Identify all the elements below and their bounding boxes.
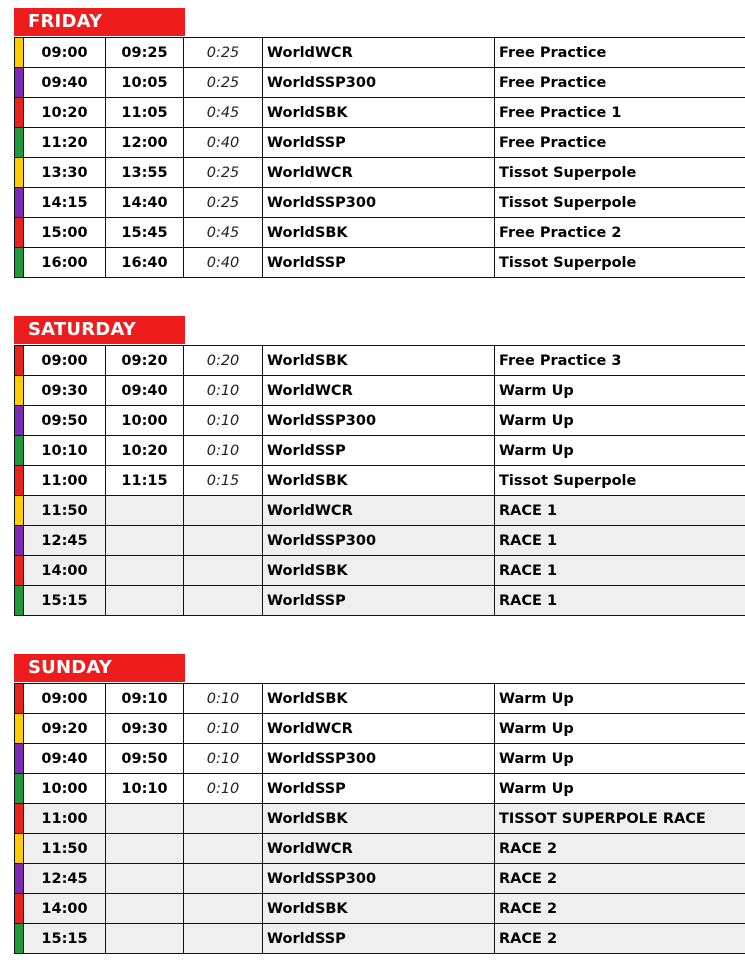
- class-color-stripe: [15, 526, 24, 556]
- table-row: [15, 864, 745, 894]
- table-row: [15, 684, 745, 714]
- class-color-stripe: [15, 158, 24, 188]
- session-name: Tissot Superpole: [495, 248, 745, 278]
- schedule-table-friday: [14, 37, 745, 278]
- session-name: Tissot Superpole: [495, 158, 745, 188]
- session-name: Warm Up: [495, 684, 745, 714]
- table-row: [15, 744, 745, 774]
- table-row: [15, 924, 745, 954]
- duration: 0:10: [184, 714, 263, 744]
- end-time: 12:00: [106, 128, 184, 158]
- class-color-stripe: [15, 466, 24, 496]
- duration: [184, 586, 263, 616]
- end-time: 11:05: [106, 98, 184, 128]
- class-name: WorldSBK: [263, 346, 495, 376]
- table-row: [15, 98, 745, 128]
- duration: 0:10: [184, 744, 263, 774]
- duration: [184, 834, 263, 864]
- duration: 0:40: [184, 128, 263, 158]
- end-time: 14:40: [106, 188, 184, 218]
- session-name: Warm Up: [495, 744, 745, 774]
- class-color-stripe: [15, 346, 24, 376]
- session-name: Warm Up: [495, 436, 745, 466]
- class-color-stripe: [15, 744, 24, 774]
- session-name: RACE 1: [495, 586, 745, 616]
- class-color-stripe: [15, 218, 24, 248]
- session-name: RACE 1: [495, 496, 745, 526]
- start-time: 11:50: [24, 834, 106, 864]
- table-row: [15, 188, 745, 218]
- start-time: 14:00: [24, 556, 106, 586]
- table-row: [15, 158, 745, 188]
- end-time: [106, 526, 184, 556]
- end-time: 10:20: [106, 436, 184, 466]
- class-name: WorldSBK: [263, 218, 495, 248]
- session-name: Tissot Superpole: [495, 188, 745, 218]
- end-time: 09:50: [106, 744, 184, 774]
- duration: [184, 496, 263, 526]
- session-name: Free Practice: [495, 68, 745, 98]
- schedule-table-saturday: [14, 345, 745, 616]
- duration: 0:10: [184, 406, 263, 436]
- start-time: 12:45: [24, 864, 106, 894]
- day-header-saturday: SATURDAY: [14, 316, 185, 344]
- table-row: [15, 496, 745, 526]
- class-name: WorldSBK: [263, 556, 495, 586]
- class-color-stripe: [15, 98, 24, 128]
- class-color-stripe: [15, 128, 24, 158]
- end-time: 15:45: [106, 218, 184, 248]
- day-header-friday: FRIDAY: [14, 8, 185, 36]
- start-time: 09:40: [24, 744, 106, 774]
- session-name: Warm Up: [495, 376, 745, 406]
- class-name: WorldSSP300: [263, 68, 495, 98]
- class-name: WorldSBK: [263, 684, 495, 714]
- start-time: 10:10: [24, 436, 106, 466]
- class-name: WorldSSP: [263, 128, 495, 158]
- class-color-stripe: [15, 436, 24, 466]
- table-row: [15, 556, 745, 586]
- duration: 0:25: [184, 188, 263, 218]
- start-time: 10:00: [24, 774, 106, 804]
- table-row: [15, 834, 745, 864]
- class-color-stripe: [15, 586, 24, 616]
- session-name: RACE 1: [495, 526, 745, 556]
- session-name: Free Practice: [495, 128, 745, 158]
- duration: [184, 864, 263, 894]
- duration: 0:15: [184, 466, 263, 496]
- day-header-sunday: SUNDAY: [14, 654, 185, 682]
- start-time: 11:50: [24, 496, 106, 526]
- start-time: 11:00: [24, 804, 106, 834]
- session-name: Warm Up: [495, 714, 745, 744]
- session-name: RACE 2: [495, 894, 745, 924]
- class-name: WorldSSP: [263, 586, 495, 616]
- table-row: [15, 218, 745, 248]
- end-time: [106, 804, 184, 834]
- start-time: 09:40: [24, 68, 106, 98]
- class-color-stripe: [15, 68, 24, 98]
- class-name: WorldSSP300: [263, 526, 495, 556]
- duration: 0:10: [184, 684, 263, 714]
- session-name: Warm Up: [495, 774, 745, 804]
- class-name: WorldSSP: [263, 436, 495, 466]
- end-time: 10:00: [106, 406, 184, 436]
- end-time: [106, 556, 184, 586]
- end-time: 09:25: [106, 38, 184, 68]
- duration: 0:25: [184, 158, 263, 188]
- table-row: [15, 714, 745, 744]
- end-time: 09:10: [106, 684, 184, 714]
- class-name: WorldSSP300: [263, 188, 495, 218]
- start-time: 09:20: [24, 714, 106, 744]
- table-row: [15, 774, 745, 804]
- table-row: [15, 376, 745, 406]
- class-color-stripe: [15, 38, 24, 68]
- start-time: 09:30: [24, 376, 106, 406]
- table-row: [15, 466, 745, 496]
- class-name: WorldWCR: [263, 158, 495, 188]
- table-row: [15, 894, 745, 924]
- duration: [184, 526, 263, 556]
- duration: [184, 894, 263, 924]
- class-name: WorldSSP300: [263, 406, 495, 436]
- start-time: 09:00: [24, 346, 106, 376]
- start-time: 15:15: [24, 924, 106, 954]
- class-name: WorldSSP: [263, 248, 495, 278]
- class-color-stripe: [15, 804, 24, 834]
- session-name: Warm Up: [495, 406, 745, 436]
- duration: [184, 804, 263, 834]
- duration: 0:25: [184, 38, 263, 68]
- duration: 0:10: [184, 376, 263, 406]
- start-time: 09:00: [24, 684, 106, 714]
- class-color-stripe: [15, 684, 24, 714]
- class-color-stripe: [15, 834, 24, 864]
- schedule-table-sunday: [14, 683, 745, 954]
- duration: 0:10: [184, 774, 263, 804]
- end-time: [106, 864, 184, 894]
- end-time: 09:30: [106, 714, 184, 744]
- session-name: Free Practice: [495, 38, 745, 68]
- start-time: 09:50: [24, 406, 106, 436]
- class-color-stripe: [15, 774, 24, 804]
- table-row: [15, 436, 745, 466]
- end-time: [106, 834, 184, 864]
- end-time: 09:40: [106, 376, 184, 406]
- table-row: [15, 406, 745, 436]
- session-name: Free Practice 3: [495, 346, 745, 376]
- duration: 0:25: [184, 68, 263, 98]
- start-time: 14:15: [24, 188, 106, 218]
- class-name: WorldWCR: [263, 714, 495, 744]
- class-name: WorldSSP300: [263, 864, 495, 894]
- class-name: WorldSSP300: [263, 744, 495, 774]
- class-color-stripe: [15, 376, 24, 406]
- duration: [184, 556, 263, 586]
- class-name: WorldWCR: [263, 496, 495, 526]
- class-name: WorldSBK: [263, 466, 495, 496]
- class-name: WorldWCR: [263, 834, 495, 864]
- start-time: 10:20: [24, 98, 106, 128]
- table-row: [15, 346, 745, 376]
- class-color-stripe: [15, 248, 24, 278]
- duration: 0:45: [184, 98, 263, 128]
- class-color-stripe: [15, 188, 24, 218]
- end-time: 16:40: [106, 248, 184, 278]
- end-time: 11:15: [106, 466, 184, 496]
- duration: 0:10: [184, 436, 263, 466]
- class-color-stripe: [15, 714, 24, 744]
- table-row: [15, 38, 745, 68]
- class-name: WorldWCR: [263, 376, 495, 406]
- session-name: Tissot Superpole: [495, 466, 745, 496]
- session-name: RACE 2: [495, 834, 745, 864]
- table-row: [15, 526, 745, 556]
- start-time: 14:00: [24, 894, 106, 924]
- session-name: Free Practice 1: [495, 98, 745, 128]
- class-color-stripe: [15, 496, 24, 526]
- start-time: 09:00: [24, 38, 106, 68]
- class-color-stripe: [15, 924, 24, 954]
- end-time: 10:10: [106, 774, 184, 804]
- session-name: TISSOT SUPERPOLE RACE: [495, 804, 745, 834]
- start-time: 15:00: [24, 218, 106, 248]
- start-time: 12:45: [24, 526, 106, 556]
- duration: 0:40: [184, 248, 263, 278]
- session-name: Free Practice 2: [495, 218, 745, 248]
- duration: 0:20: [184, 346, 263, 376]
- end-time: 09:20: [106, 346, 184, 376]
- class-name: WorldSSP: [263, 774, 495, 804]
- end-time: [106, 496, 184, 526]
- start-time: 11:00: [24, 466, 106, 496]
- start-time: 16:00: [24, 248, 106, 278]
- end-time: [106, 894, 184, 924]
- class-name: WorldSBK: [263, 894, 495, 924]
- end-time: 10:05: [106, 68, 184, 98]
- start-time: 13:30: [24, 158, 106, 188]
- start-time: 15:15: [24, 586, 106, 616]
- duration: 0:45: [184, 218, 263, 248]
- session-name: RACE 2: [495, 864, 745, 894]
- table-row: [15, 804, 745, 834]
- class-color-stripe: [15, 406, 24, 436]
- class-color-stripe: [15, 556, 24, 586]
- table-row: [15, 248, 745, 278]
- class-name: WorldSBK: [263, 98, 495, 128]
- class-name: WorldWCR: [263, 38, 495, 68]
- table-row: [15, 68, 745, 98]
- end-time: [106, 924, 184, 954]
- session-name: RACE 1: [495, 556, 745, 586]
- class-color-stripe: [15, 894, 24, 924]
- duration: [184, 924, 263, 954]
- class-name: WorldSBK: [263, 804, 495, 834]
- class-name: WorldSSP: [263, 924, 495, 954]
- class-color-stripe: [15, 864, 24, 894]
- table-row: [15, 586, 745, 616]
- table-row: [15, 128, 745, 158]
- end-time: [106, 586, 184, 616]
- session-name: RACE 2: [495, 924, 745, 954]
- end-time: 13:55: [106, 158, 184, 188]
- start-time: 11:20: [24, 128, 106, 158]
